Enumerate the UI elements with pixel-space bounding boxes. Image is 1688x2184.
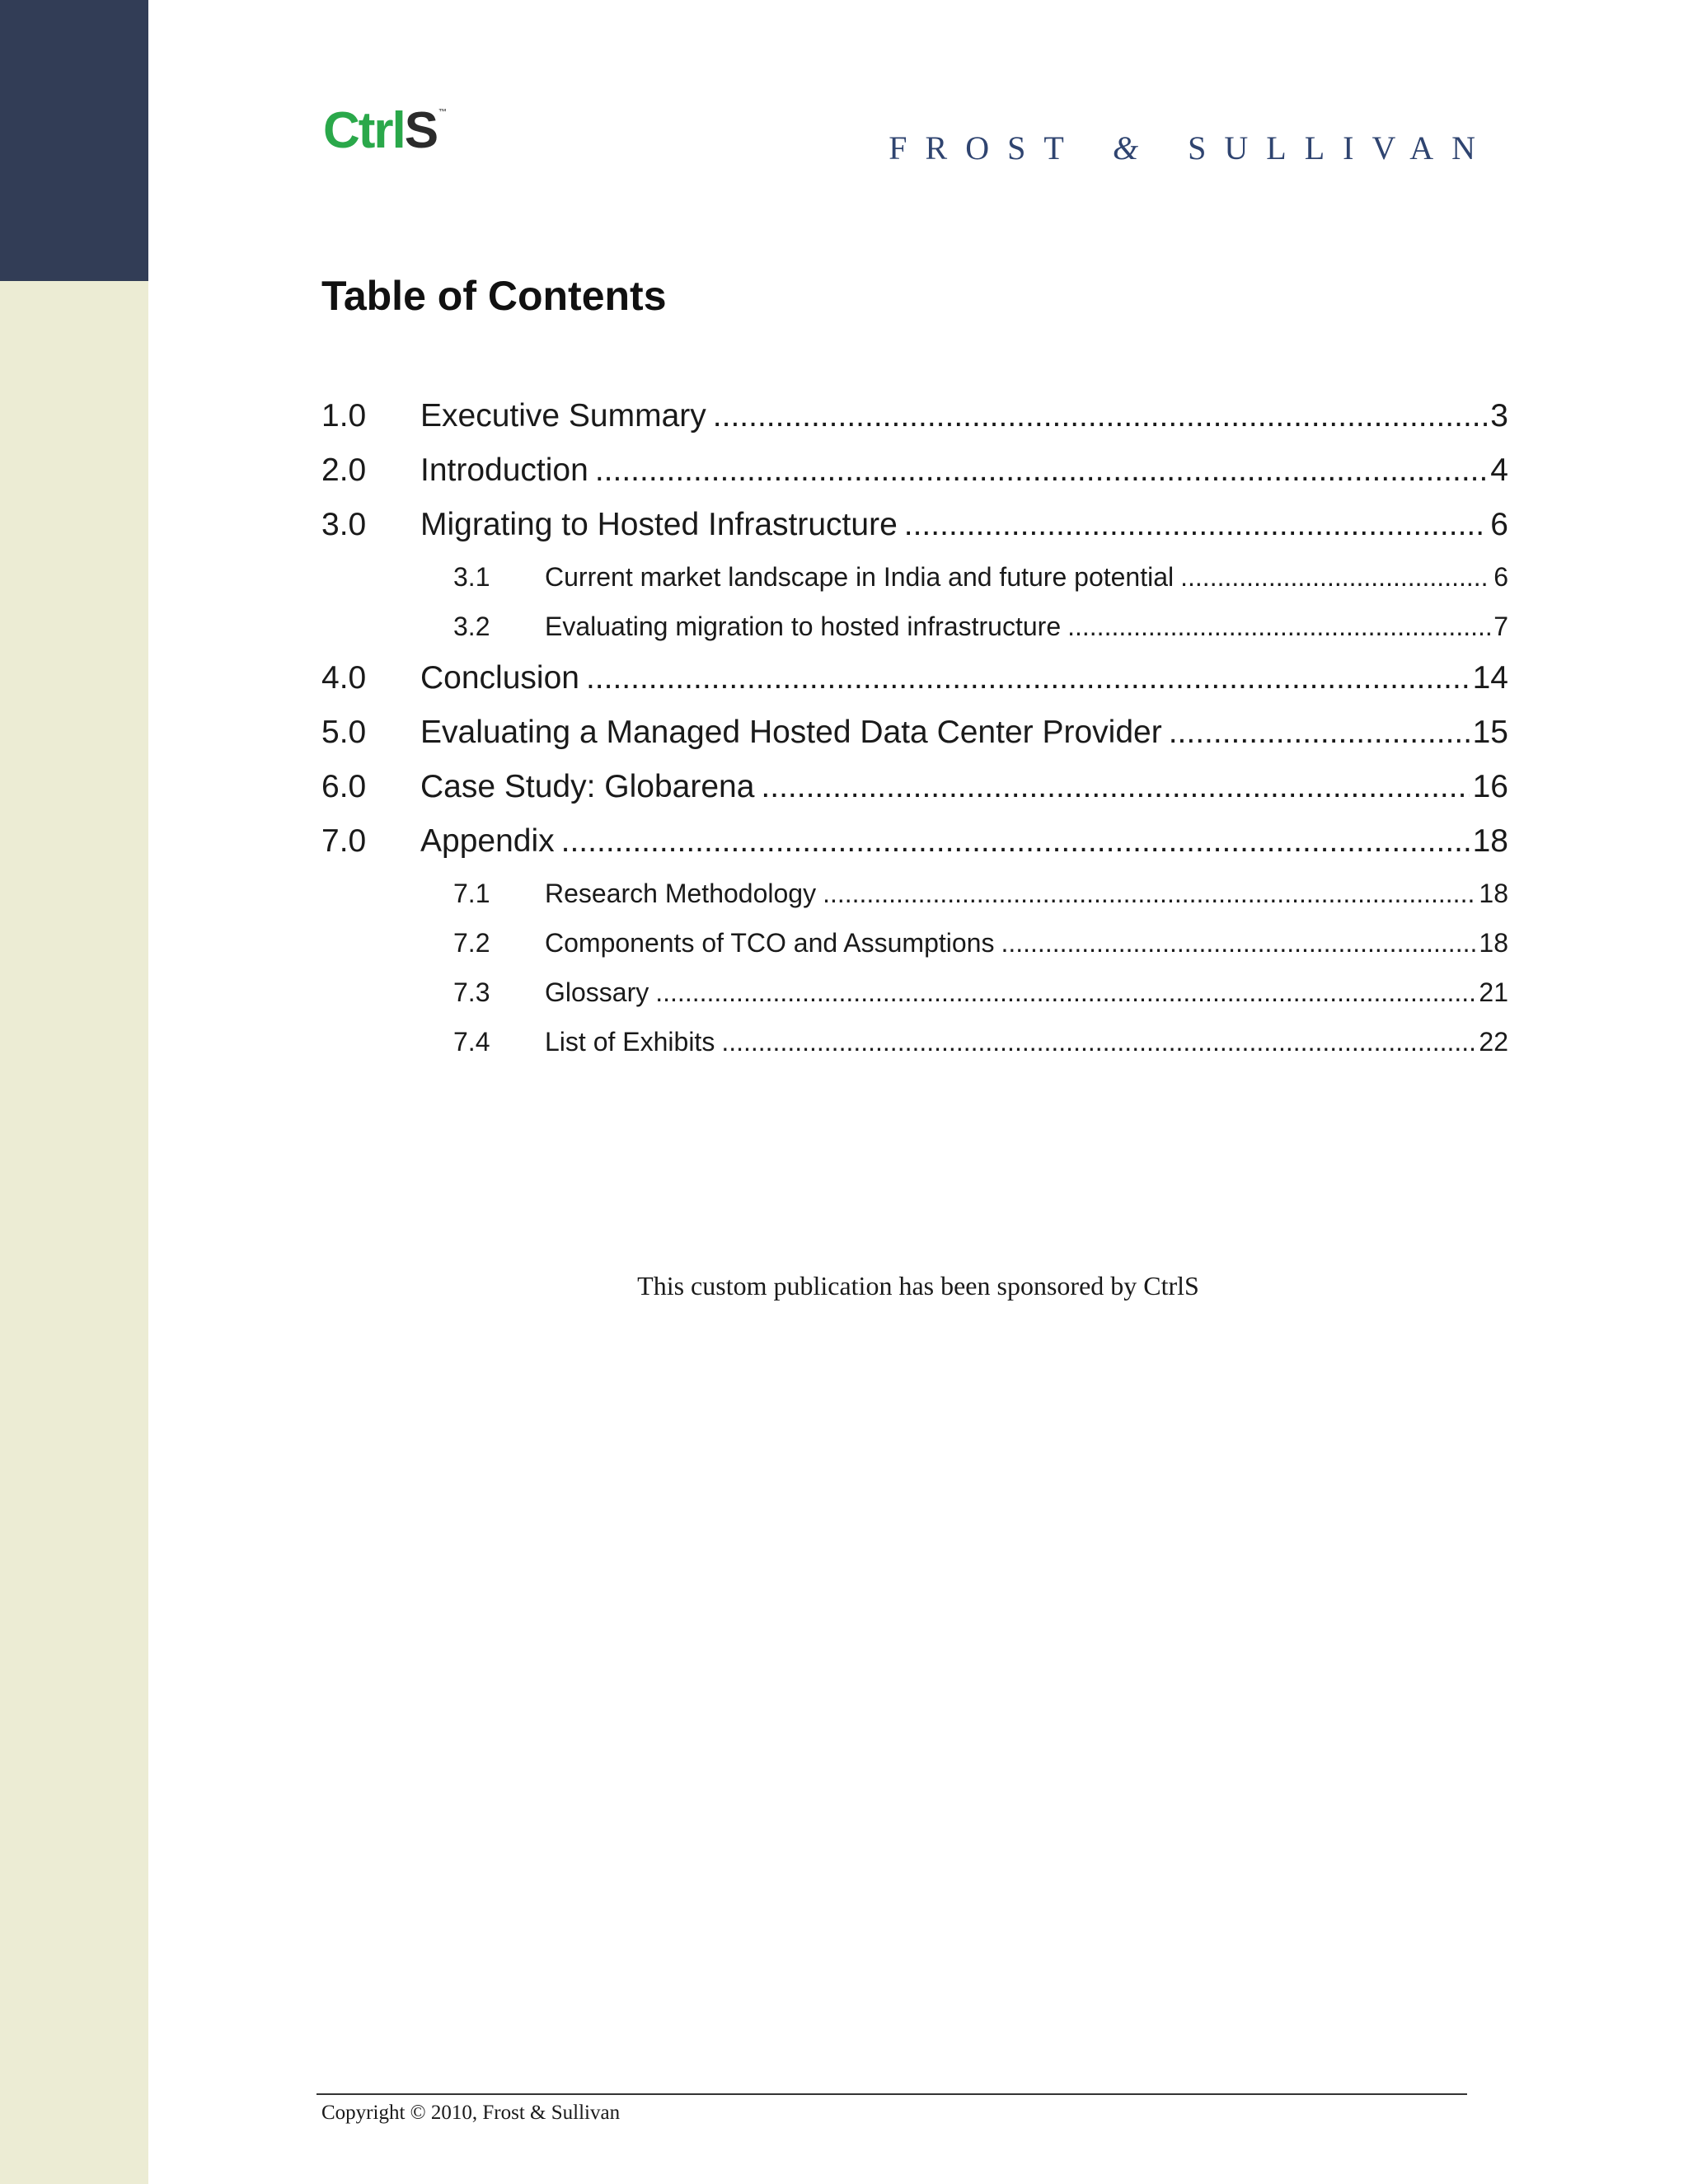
toc-title: Table of Contents [321, 273, 667, 319]
toc-entry-label: List of Exhibits [545, 1027, 715, 1057]
toc-entry-number: 7.4 [453, 1027, 490, 1057]
toc-leader-dots [823, 869, 1475, 918]
toc-subentry[interactable] [321, 968, 1508, 1017]
fs-logo-left: FROST [889, 129, 1082, 166]
toc-subentry[interactable] [321, 602, 1508, 651]
toc-leader-dots [904, 498, 1488, 552]
toc-entry-number: 3.0 [321, 507, 367, 542]
toc-entry[interactable] [321, 443, 1508, 498]
toc-entry-number: 4.0 [321, 660, 367, 696]
toc-entry-label: Appendix [420, 823, 555, 859]
toc-leader-dots [1001, 918, 1475, 968]
side-band [0, 0, 148, 2184]
footer-copyright: Copyright © 2010, Frost & Sullivan [321, 2102, 621, 2124]
toc-entry-page: 18 [1479, 928, 1508, 958]
toc-entry-number: 7.1 [453, 879, 490, 908]
toc-entry[interactable] [321, 651, 1508, 705]
toc-entry-page: 4 [1490, 452, 1508, 488]
toc-entry-label: Migrating to Hosted Infrastructure [420, 507, 898, 542]
toc-subentry[interactable] [321, 869, 1508, 918]
toc-entry-page: 18 [1472, 823, 1508, 859]
toc-entry-label: Introduction [420, 452, 588, 488]
toc-entry-label: Components of TCO and Assumptions [545, 928, 995, 958]
toc-entry-page: 16 [1472, 769, 1508, 804]
fs-logo-amp: & [1113, 129, 1157, 166]
toc-entry-page: 18 [1479, 879, 1508, 908]
toc-subentry[interactable] [321, 918, 1508, 968]
toc-entry-number: 5.0 [321, 715, 367, 750]
toc-entry-number: 6.0 [321, 769, 367, 804]
toc-entry[interactable] [321, 814, 1508, 869]
toc-leader-dots [713, 389, 1488, 443]
toc-entry-label: Conclusion [420, 660, 579, 696]
footer-divider [316, 2093, 1467, 2095]
toc-entry-number: 3.2 [453, 612, 490, 641]
toc-entry-page: 6 [1493, 562, 1508, 592]
toc-entry-page: 22 [1479, 1027, 1508, 1057]
toc-leader-dots [761, 760, 1469, 814]
toc-leader-dots [595, 443, 1487, 498]
toc-entry-number: 2.0 [321, 452, 367, 488]
toc-entry[interactable] [321, 705, 1508, 760]
fs-logo-right: SULLIVAN [1188, 129, 1493, 166]
toc-entry[interactable] [321, 389, 1508, 443]
toc-entry[interactable] [321, 498, 1508, 552]
toc-entry-label: Research Methodology [545, 879, 817, 908]
toc-entry-number: 7.3 [453, 977, 490, 1007]
toc-entry-label: Evaluating migration to hosted infrastructure [545, 612, 1062, 641]
ctrls-logo-main: Ctrl [323, 102, 405, 159]
toc-entry-label: Executive Summary [420, 398, 706, 434]
toc-entry[interactable] [321, 760, 1508, 814]
ctrls-logo-tm: ™ [438, 108, 446, 117]
toc-subentry[interactable] [321, 552, 1508, 602]
sponsor-note: This custom publication has been sponsored by CtrlS [637, 1271, 1199, 1301]
toc-entry-page: 6 [1490, 507, 1508, 542]
ctrls-logo-s: S [404, 102, 438, 159]
toc-leader-dots [1180, 552, 1490, 602]
toc-subentry[interactable] [321, 1017, 1508, 1066]
toc-entry-page: 21 [1479, 977, 1508, 1007]
toc-entry-page: 7 [1493, 612, 1508, 641]
toc-entry-page: 3 [1490, 398, 1508, 434]
toc-leader-dots [1067, 602, 1490, 651]
toc-entry-label: Case Study: Globarena [420, 769, 755, 804]
side-band-dark-block [0, 0, 148, 281]
toc-entry-number: 7.2 [453, 928, 490, 958]
toc-leader-dots [586, 651, 1470, 705]
toc-entry-label: Current market landscape in India and future potential [545, 562, 1175, 592]
toc-entry-number: 1.0 [321, 398, 367, 434]
toc-entry-label: Evaluating a Managed Hosted Data Center Provider [420, 715, 1162, 750]
toc-entry-number: 7.0 [321, 823, 367, 859]
toc-entry-page: 15 [1472, 715, 1508, 750]
frost-sullivan-logo [889, 129, 1493, 166]
toc-leader-dots [721, 1017, 1475, 1066]
toc-entry-label: Glossary [545, 977, 649, 1007]
toc-entry-page: 14 [1472, 660, 1508, 696]
toc-leader-dots [655, 968, 1475, 1017]
table-of-contents [321, 389, 1508, 1066]
toc-leader-dots [1169, 705, 1470, 760]
toc-entry-number: 3.1 [453, 562, 490, 592]
toc-leader-dots [561, 814, 1470, 869]
ctrls-logo [323, 102, 446, 159]
